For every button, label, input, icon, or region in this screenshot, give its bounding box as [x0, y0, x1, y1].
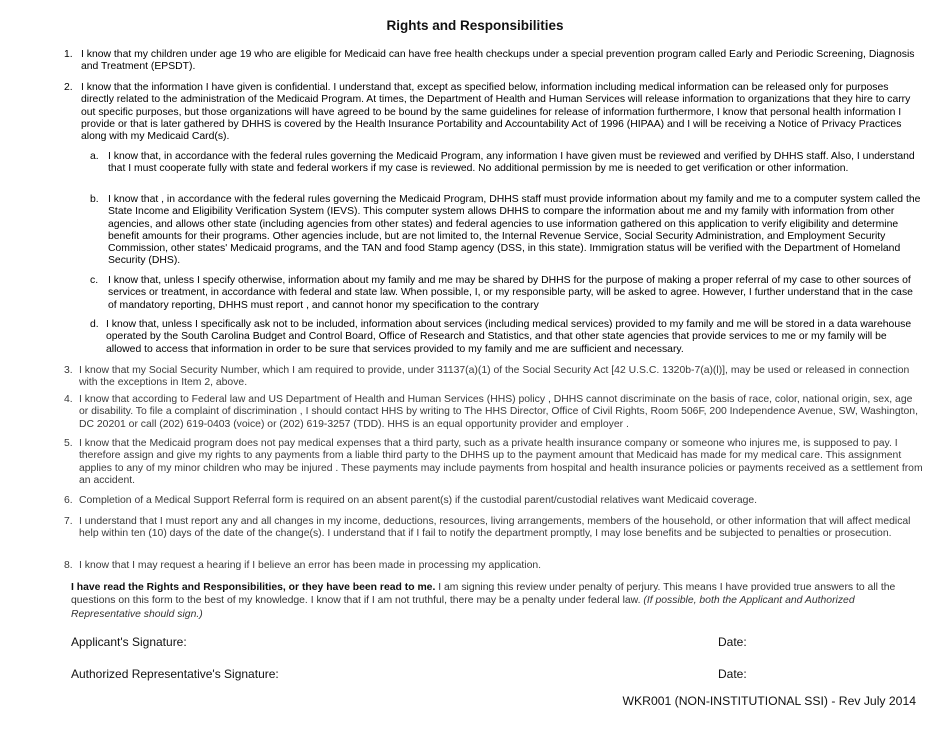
item-number: 8.: [64, 560, 73, 571]
list-item: [64, 495, 924, 507]
declaration-note: (If possible, both the Applicant and Authorized Representative should sign.): [71, 595, 855, 620]
item-letter: d.: [90, 319, 99, 330]
applicant-date-label: Date:: [718, 635, 747, 649]
list-item: [64, 516, 924, 541]
declaration-text: I am signing this review under penalty of perjury. This means I have provided true answers to all the questions on this form to the best of my knowledge. I know that if I am not truthful, there may be a penalty under federal law.: [71, 582, 896, 607]
item-text: I know that I may request a hearing if I believe an error has been made in processing my application.: [79, 560, 542, 571]
representative-date-label: Date:: [718, 667, 747, 681]
item-text: I know that the Medicaid program does not pay medical expenses that a third party, such as a private health insurance company or someone who injures me, is supposed to pay. I therefore assign and give my rights to any payments from a liable third party to the DHHS up to the payment amount that Medicaid has made for my medical care. This assignment applies to any of my minor children who may be injured . These payments may include payments from hospital and health insurance policies or payments received as a settlement from an accident.: [79, 438, 923, 486]
item-text: I understand that I must report any and all changes in my income, deductions, resources, living arrangements, members of the household, or other information that will affect medical help within ten (10) days of the date of the change(s). I understand that if I fail to notify the department promptly, I may lose benefits and be subjected to penalties or prosecution.: [79, 516, 911, 540]
item-text: Completion of a Medical Support Referral form is required on an absent parent(s) if the custodial parent/custodial relatives want Medicaid coverage.: [79, 495, 758, 506]
item-letter: b.: [90, 194, 99, 205]
item-text: I know that, unless I specifically ask not to be included, information about services (including medical services) provided to my family and me will be stored in a data warehouse operated by the South Carolina Budget and Control Board, Office of Research and Statistics, and that other state agencies that provide services to me or my family will be allowed to access that information in order to be sure that services provided to my family and me are sufficient and necessary.: [106, 319, 912, 355]
declaration-bold: I have read the Rights and Responsibilities, or they have been read to me.: [71, 582, 436, 593]
page-title: Rights and Responsibilities: [386, 18, 564, 33]
list-item: [64, 438, 924, 487]
list-sub-item: [90, 151, 924, 176]
item-text: I know that, unless I specify otherwise, information about my family and me may be shared by DHHS for the purpose of making a proper referral of my case to other sources of services or treatment, in accordance with federal and state law. When possible, I, or my responsible party, will be asked to agree. However, I further understand that in the case of mandatory reporting, DHHS must report , and cannot honor my specification to the contrary: [108, 275, 913, 311]
item-text: I know that my Social Security Number, which I am required to provide, under 31137(a)(1) of the Social Security Act [42 U.S.C. 1320b-7(a)(l)], may be used or released in connection with the exceptions in Item 2, above.: [79, 365, 910, 389]
item-number: 6.: [64, 495, 73, 506]
list-item: [64, 365, 924, 390]
item-text: I know that , in accordance with the federal rules governing the Medicaid Program, DHHS staff must provide information about my family and me to a computer system called the State Income and Eligibility Verification System (IEVS). This computer system allows DHHS to compare the information about me and my family with information from other agencies, and allows other state (including agencies from other states) and federal agencies to use information gathered on this application to verify eligibility and determine benefit amounts for their programs. Other agencies include, but are not limited to, the Internal Revenue Service, Social Security Administration, and Employment Security Commission, other states' Medicaid programs, and the TAN and food Stamp agency (DSS, in this state). Immigration status will be verified with the Department of Homeland Security (DHS).: [108, 194, 921, 267]
list-sub-item: [90, 319, 924, 356]
representative-signature-label: Authorized Representative's Signature:: [71, 667, 279, 681]
form-number-footer: WKR001 (NON-INSTITUTIONAL SSI) - Rev July 2014: [622, 694, 916, 708]
item-number: 1.: [64, 49, 73, 60]
item-text: I know that the information I have given is confidential. I understand that, except as specified below, information including medical information can be released only for purposes directly related to the administration of the Medicaid Program. At times, the Department of Health and Human Services will release information to organizations that they hire to carry out specific purposes, but those organizations will have agreed to be bound by the same guidelines for release of information furthermore, I know that personal health information I provide or that is later gathered by DHHS is covered by the Health Insurance Portability and Accountability Act of 1996 (HIPAA) and I will be receiving a Notice of Privacy Practices along with my Medicaid Card(s).: [81, 82, 911, 143]
item-number: 4.: [64, 394, 73, 405]
list-sub-item: [90, 194, 924, 268]
item-text: I know that according to Federal law and US Department of Health and Human Services (HHS) policy , DHHS cannot discriminate on the basis of race, color, national origin, sex, age or disability. To file a complaint of discrimination , I should contact HHS by writing to The HHS Director, Office of Civil Rights, Room 506F, 200 Independence Avenue, SW, Washington, DC 20201 or call (202) 619-0403 (voice) or (202) 619-3257 (TDD). HHS is an equal opportunity provider and employer .: [79, 394, 918, 430]
item-letter: c.: [90, 275, 99, 286]
list-item: [64, 82, 924, 143]
list-item: [64, 49, 924, 74]
declaration-paragraph: [71, 581, 919, 621]
item-text: I know that my children under age 19 who are eligible for Medicaid can have free health checkups under a special prevention program called Early and Periodic Screening, Diagnosis and Treatment (EPSDT).: [81, 49, 915, 73]
item-number: 2.: [64, 82, 73, 93]
list-item: [64, 394, 924, 431]
item-letter: a.: [90, 151, 99, 162]
applicant-signature-label: Applicant's Signature:: [71, 635, 187, 649]
item-number: 3.: [64, 365, 73, 376]
item-text: I know that, in accordance with the federal rules governing the Medicaid Program, any information I have given must be reviewed and verified by DHHS staff. Also, I understand that I must cooperate fully with state and federal workers if my case is reviewed. No additional permission by me is needed to get verification or other information.: [108, 151, 915, 175]
item-number: 5.: [64, 438, 73, 449]
item-number: 7.: [64, 516, 73, 527]
list-item: [64, 560, 924, 572]
list-sub-item: [90, 275, 924, 312]
